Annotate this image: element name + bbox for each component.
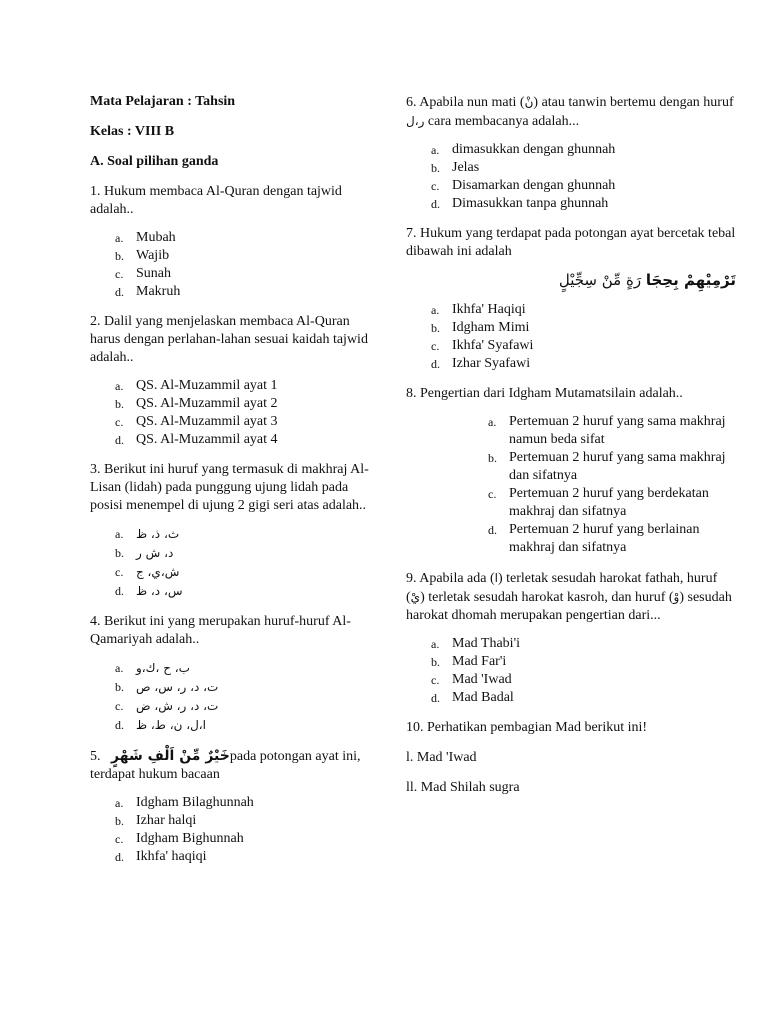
question-8-text: 8. Pengertian dari Idgham Mutamatsilain adalah.. <box>406 386 683 401</box>
option: a. ب، ح ،ك،و <box>115 661 190 675</box>
option: a. Mad Thabi'i <box>431 636 520 651</box>
option: d. QS. Al-Muzammil ayat 4 <box>115 432 278 447</box>
question-5-text: 5. خَيْرٌ مِّنْ اَلْفِ شَهْرٍpada potongan ayat ini, terdapat hukum bacaan <box>90 748 361 782</box>
option: c. Mad 'Iwad <box>431 672 512 687</box>
question-7-text: 7. Hukum yang terdapat pada potongan ayat bercetak tebal dibawah ini adalah <box>406 226 736 259</box>
question-8-options <box>406 413 736 557</box>
option: a. ث، ذ، ظ <box>115 527 180 541</box>
option: a. Ikhfa' Haqiqi <box>431 302 526 317</box>
option: c. QS. Al-Muzammil ayat 3 <box>115 414 278 429</box>
option: d. Makruh <box>115 284 181 299</box>
option: b. Pertemuan 2 huruf yang sama makhraj dan sifatnya <box>488 450 726 483</box>
option: d. Mad Badal <box>431 690 514 705</box>
option: c. Ikhfa' Syafawi <box>431 338 534 353</box>
subject-heading: Mata Pelajaran : Tahsin <box>90 94 236 109</box>
question-10-item: l. Mad 'Iwad <box>406 750 477 765</box>
right-column <box>406 93 736 809</box>
option: b. د، ش ر <box>115 546 174 560</box>
option: d. Pertemuan 2 huruf yang berlainan makhraj dan sifatnya <box>488 522 700 555</box>
option: c. Sunah <box>115 266 171 281</box>
option: b. Idgham Mimi <box>431 320 530 335</box>
question-3-options <box>90 525 380 601</box>
question-3-text: 3. Berikut ini huruf yang termasuk di makhraj Al-Lisan (lidah) pada punggung ujung lidah pada posisi menempel di ujung 2 gigi seri atas adalah.. <box>90 462 369 513</box>
option: b. ت، د، ر، س، ص <box>115 680 219 694</box>
option: c. Idgham Bighunnah <box>115 831 244 846</box>
question-5-options <box>90 794 380 866</box>
option: c. Pertemuan 2 huruf yang berdekatan makhraj dan sifatnya <box>488 486 709 519</box>
question-2-options <box>90 377 380 449</box>
question-4-text: 4. Berikut ini yang merupakan huruf-huruf Al-Qamariyah adalah.. <box>90 614 351 647</box>
left-column <box>90 93 380 878</box>
class-heading: Kelas : VIII B <box>90 124 175 139</box>
option: a. dimasukkan dengan ghunnah <box>431 142 616 157</box>
option: a. Pertemuan 2 huruf yang sama makhraj namun beda sifat <box>488 414 726 447</box>
question-9-text: 9. Apabila ada (ا) terletak sesudah harokat fathah, huruf (يْ) terletak sesudah harokat kasroh, dan huruf (وْ) sesudah harokat dhomah merupakan pengertian dari... <box>406 571 732 623</box>
option: b. Jelas <box>431 160 480 175</box>
section-heading: A. Soal pilihan ganda <box>90 154 219 169</box>
question-10-text: 10. Perhatikan pembagian Mad berikut ini! <box>406 720 648 735</box>
option: b. Mad Far'i <box>431 654 507 669</box>
option: a. QS. Al-Muzammil ayat 1 <box>115 378 278 393</box>
question-1-options <box>90 229 380 301</box>
ayah-fragment: خَيْرٌ مِّنْ اَلْفِ شَهْرٍ <box>111 748 230 764</box>
option: d. Ikhfa' haqiqi <box>115 849 207 864</box>
question-4-options <box>90 659 380 735</box>
option: d. ا،ل، ن، ط، ظ <box>115 718 206 732</box>
question-10-item: ll. Mad Shilah sugra <box>406 780 520 795</box>
question-7-ayah: تَرْمِيْهِمْ بِحِجَا رَةٍ مِّنْ سِجِّيْلٍ <box>558 271 736 289</box>
option: b. QS. Al-Muzammil ayat 2 <box>115 396 278 411</box>
option: d. Dimasukkan tanpa ghunnah <box>431 196 609 211</box>
question-6-options <box>406 141 736 213</box>
question-2-text: 2. Dalil yang menjelaskan membaca Al-Quran harus dengan perlahan-lahan sesuai kaidah tajwid adalah.. <box>90 314 368 365</box>
question-7-options <box>406 301 736 373</box>
question-6-text: 6. Apabila nun mati (نْ) atau tanwin bertemu dengan huruf ر،ل cara membacanya adalah... <box>406 95 734 129</box>
option: b. Izhar halqi <box>115 813 197 828</box>
option: a. Idgham Bilaghunnah <box>115 795 254 810</box>
option: a. Mubah <box>115 230 176 245</box>
option: c. ت، د، ر، ش، ض <box>115 699 219 713</box>
option: b. Wajib <box>115 248 170 263</box>
option: d. س، د، ظ <box>115 584 183 598</box>
question-1-text: 1. Hukum membaca Al-Quran dengan tajwid adalah.. <box>90 184 342 217</box>
option: c. Disamarkan dengan ghunnah <box>431 178 616 193</box>
option: d. Izhar Syafawi <box>431 356 531 371</box>
question-9-options <box>406 635 736 707</box>
option: c. ش،ي، ج <box>115 565 180 579</box>
